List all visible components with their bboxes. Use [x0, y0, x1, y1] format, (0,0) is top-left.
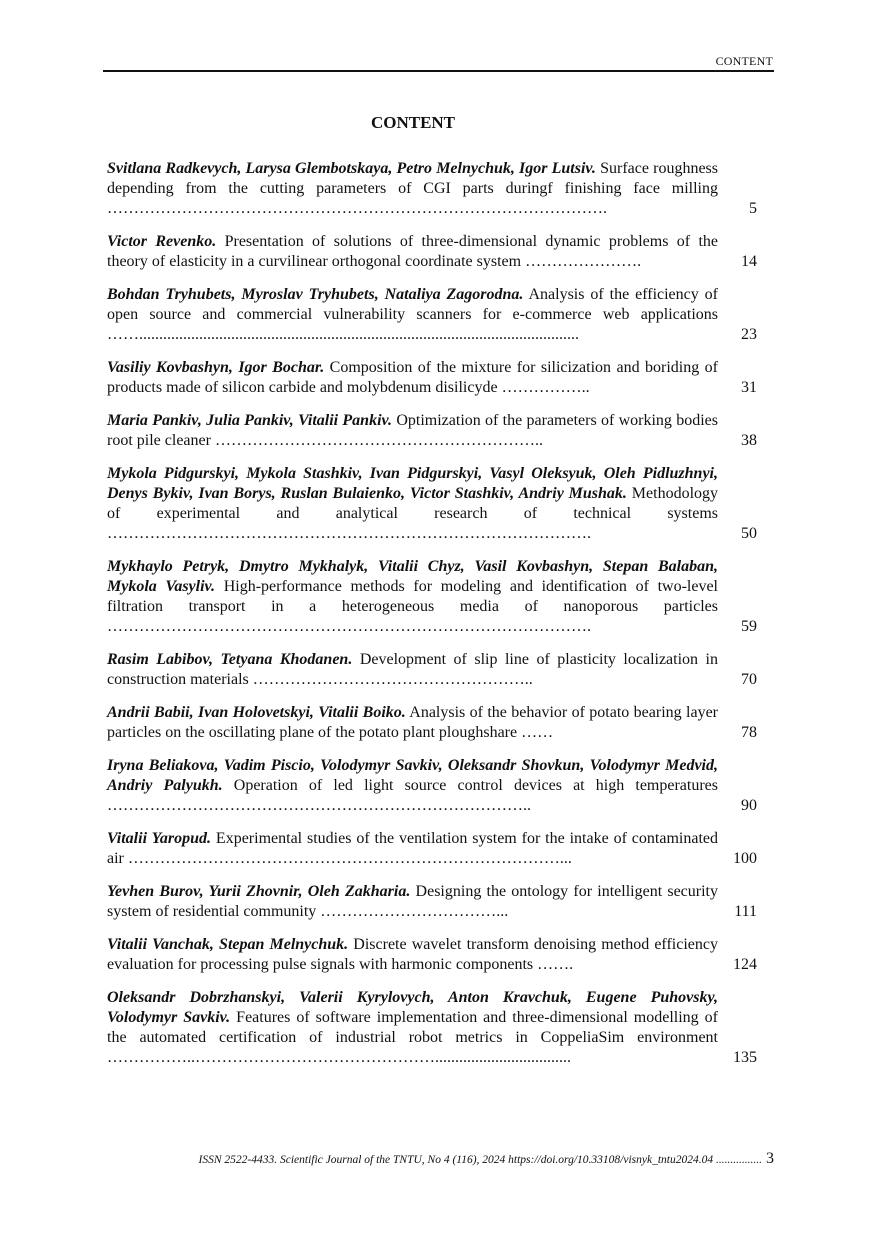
entry-title: Experimental studies of the ventilation system for the intake of contaminated air ………………………………………………………………………... [107, 830, 718, 867]
entry-authors: Rasim Labibov, Tetyana Khodanen. [107, 651, 353, 668]
entry-text [107, 935, 718, 975]
toc-entry[interactable] [107, 703, 767, 743]
entry-page-number: 90 [741, 797, 757, 814]
entry-text [107, 829, 718, 869]
entry-page-number: 111 [734, 903, 757, 920]
entry-page-number: 100 [733, 850, 757, 867]
entry-title: Development of slip line of plasticity localization in construction materials …………………………………………….. [107, 651, 718, 688]
entry-title: Features of software implementation and three-dimensional modelling of the automated certification of industrial robot metrics in CoppeliaSim environment ……………..……………………………………….................................. [107, 1009, 718, 1066]
entry-text [107, 232, 718, 272]
entry-text [107, 159, 718, 219]
entry-authors: Svitlana Radkevych, Larysa Glembotskaya, Petro Melnychuk, Igor Lutsiv. [107, 160, 596, 177]
entry-authors: Mykhaylo Petryk, Dmytro Mykhalyk, Vitalii Chyz, Vasil Kovbashyn, Stepan Balaban, Mykola Vasyliv. [107, 558, 718, 595]
entry-authors: Bohdan Tryhubets, Myroslav Tryhubets, Nataliya Zagorodna. [107, 286, 524, 303]
running-head: CONTENT [715, 54, 773, 68]
entry-text [107, 464, 718, 544]
entry-authors: Vasiliy Kovbashyn, Igor Bochar. [107, 359, 325, 376]
entry-text [107, 358, 718, 398]
toc-entry[interactable] [107, 882, 767, 922]
entry-page-number: 124 [733, 956, 757, 973]
entry-text [107, 703, 718, 743]
entry-page-number: 70 [741, 671, 757, 688]
toc-entry[interactable] [107, 159, 767, 219]
entry-page-number: 38 [741, 432, 757, 449]
entry-page-number: 14 [741, 253, 757, 270]
toc-entry[interactable] [107, 285, 767, 345]
entry-page-number: 135 [733, 1049, 757, 1066]
entry-title: High-performance methods for modeling and identification of two-level filtration transport in a heterogeneous media of nanoporous particles ………………………………………………………………………………. [107, 578, 718, 635]
entry-authors: Iryna Beliakova, Vadim Piscio, Volodymyr Savkiv, Oleksandr Shovkun, Volodymyr Medvid, Andriy Palyukh. [107, 757, 718, 794]
entry-title: Analysis of the behavior of potato bearing layer particles on the oscillating plane of the potato plant ploughshare …… [107, 704, 718, 741]
header-rule [103, 70, 774, 72]
toc-entry[interactable] [107, 358, 767, 398]
entry-title: Surface roughness depending from the cutting parameters of CGI parts duringf finishing face milling …………………………………………………………………………………. [107, 160, 718, 217]
entry-authors: Victor Revenko. [107, 233, 217, 250]
entry-title: Composition of the mixture for silicization and boriding of products made of silicon carbide and molybdenum disilicyde …………….. [107, 359, 719, 396]
page-title: CONTENT [370, 113, 456, 132]
entry-page-number: 50 [741, 525, 757, 542]
entry-authors: Vitalii Yaropud. [107, 830, 212, 847]
entry-text [107, 756, 718, 816]
entry-page-number: 23 [741, 326, 757, 343]
entry-page-number: 59 [741, 618, 757, 635]
toc-entry[interactable] [107, 988, 767, 1068]
toc-entry[interactable] [107, 829, 767, 869]
entry-page-number: 31 [741, 379, 757, 396]
entry-authors: Mykola Pidgurskyi, Mykola Stashkiv, Ivan Pidgurskyi, Vasyl Oleksyuk, Oleh Pidluzhnyi, Denys Bykiv, Ivan Borys, Ruslan Bulaienko, Victor Stashkiv, Andriy Mushak. [107, 465, 718, 502]
entry-text [107, 285, 718, 345]
page-footer [103, 1150, 774, 1168]
toc-entry[interactable] [107, 935, 767, 975]
entry-text [107, 988, 718, 1068]
entry-title: Presentation of solutions of three-dimensional dynamic problems of the theory of elasticity in a curvilinear orthogonal coordinate system …………………. [107, 233, 718, 270]
footer-citation: ISSN 2522-4433. Scientific Journal of the TNTU, No 4 (116), 2024 https://doi.org/10.33108/visnyk_tntu2024.04 ................ [198, 1154, 762, 1166]
entry-page-number: 78 [741, 724, 757, 741]
entry-text [107, 557, 718, 637]
entry-title: Optimization of the parameters of working bodies root pile cleaner …………………………………………………….. [107, 412, 719, 449]
toc-entry[interactable] [107, 411, 767, 451]
toc-entry[interactable] [107, 557, 767, 637]
entry-title: Discrete wavelet transform denoising method efficiency evaluation for processing pulse signals with harmonic components ……. [107, 936, 718, 973]
entry-page-number: 5 [749, 200, 757, 217]
table-of-contents [107, 159, 767, 1081]
entry-title: Methodology of experimental and analytical research of technical systems ………………………………………………………………………………. [107, 485, 719, 542]
entry-title: Operation of led light source control devices at high temperatures …………………………………………………………………….. [107, 777, 719, 814]
toc-entry[interactable] [107, 464, 767, 544]
entry-authors: Maria Pankiv, Julia Pankiv, Vitalii Pankiv. [107, 412, 393, 429]
toc-entry[interactable] [107, 650, 767, 690]
entry-text [107, 411, 718, 451]
entry-text [107, 650, 718, 690]
footer-page-number: 3 [766, 1150, 774, 1167]
entry-title: Designing the ontology for intelligent security system of residential community ……………………………... [107, 883, 719, 920]
toc-entry[interactable] [107, 232, 767, 272]
entry-text [107, 882, 718, 922]
entry-authors: Oleksandr Dobrzhanskyi, Valerii Kyrylovych, Anton Kravchuk, Eugene Puhovsky, Volodymyr Savkiv. [107, 989, 718, 1026]
entry-authors: Andrii Babii, Ivan Holovetskyi, Vitalii Boiko. [107, 704, 406, 721]
entry-title: Analysis of the efficiency of open source and commercial vulnerability scanners for e-commerce web applications …….............................................................................................................. [107, 286, 719, 343]
entry-authors: Yevhen Burov, Yurii Zhovnir, Oleh Zakharia. [107, 883, 411, 900]
entry-authors: Vitalii Vanchak, Stepan Melnychuk. [107, 936, 349, 953]
toc-entry[interactable] [107, 756, 767, 816]
